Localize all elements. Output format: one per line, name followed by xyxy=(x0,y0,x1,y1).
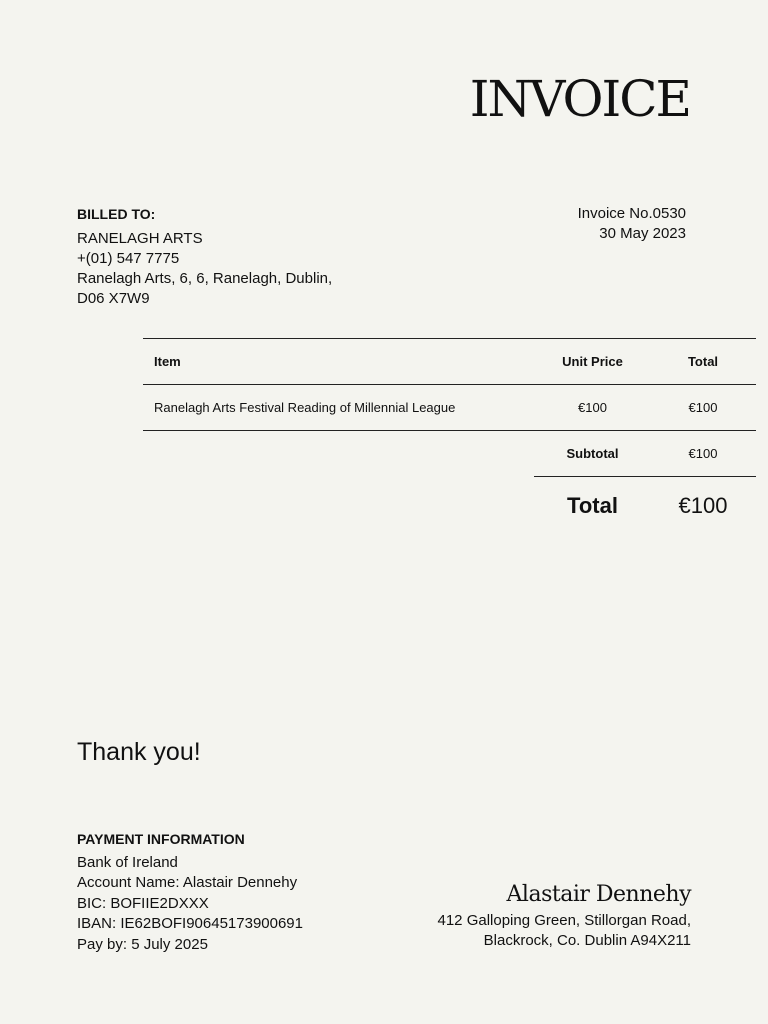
payment-heading: PAYMENT INFORMATION xyxy=(77,831,245,847)
client-phone: +(01) 547 7775 xyxy=(77,250,180,267)
payment-information xyxy=(77,829,303,955)
payment-bank: Bank of Ireland xyxy=(77,853,178,871)
grand-total-row xyxy=(534,477,756,537)
row-item: Ranelagh Arts Festival Reading of Millennial League xyxy=(154,400,456,415)
header-total: Total xyxy=(687,354,719,369)
total-value: €100 xyxy=(678,493,728,518)
row-total: €100 xyxy=(688,400,718,415)
subtotal-value: €100 xyxy=(688,446,718,461)
payment-bic: BIC: BOFIIE2DXXX xyxy=(77,894,209,912)
thank-you-text: Thank you! xyxy=(77,738,201,766)
header-item: Item xyxy=(154,354,181,369)
sender-name: Alastair Dennehy xyxy=(506,882,691,907)
payment-iban: IBAN: IE62BOFI90645173900691 xyxy=(77,915,303,932)
billed-to-block xyxy=(77,204,332,309)
row-unit-price: €100 xyxy=(578,400,607,415)
sender-address-line1: 412 Galloping Green, Stillorgan Road, xyxy=(437,912,691,929)
header-unit-price: Unit Price xyxy=(562,354,623,369)
payment-account-name: Account Name: Alastair Dennehy xyxy=(77,874,298,891)
client-name: RANELAGH ARTS xyxy=(77,230,203,247)
invoice-date: 30 May 2023 xyxy=(599,225,686,242)
subtotal-label: Subtotal xyxy=(566,446,619,461)
payment-due-date: Pay by: 5 July 2025 xyxy=(77,935,208,953)
line-items-table xyxy=(143,338,756,537)
invoice-number: Invoice No.0530 xyxy=(577,205,686,222)
client-address-line1: Ranelagh Arts, 6, 6, Ranelagh, Dublin, xyxy=(77,270,333,287)
sender-block xyxy=(438,881,692,951)
sender-address-line2: Blackrock, Co. Dublin A94X211 xyxy=(483,932,691,949)
table-row xyxy=(143,385,756,431)
table-header-row xyxy=(143,338,756,385)
client-address-line2: D06 X7W9 xyxy=(77,290,150,307)
invoice-meta xyxy=(578,204,686,244)
total-label: Total xyxy=(567,493,618,518)
subtotal-row xyxy=(534,431,756,477)
billed-to-heading: BILLED TO: xyxy=(77,206,156,222)
invoice-title: INVOICE xyxy=(469,70,690,128)
